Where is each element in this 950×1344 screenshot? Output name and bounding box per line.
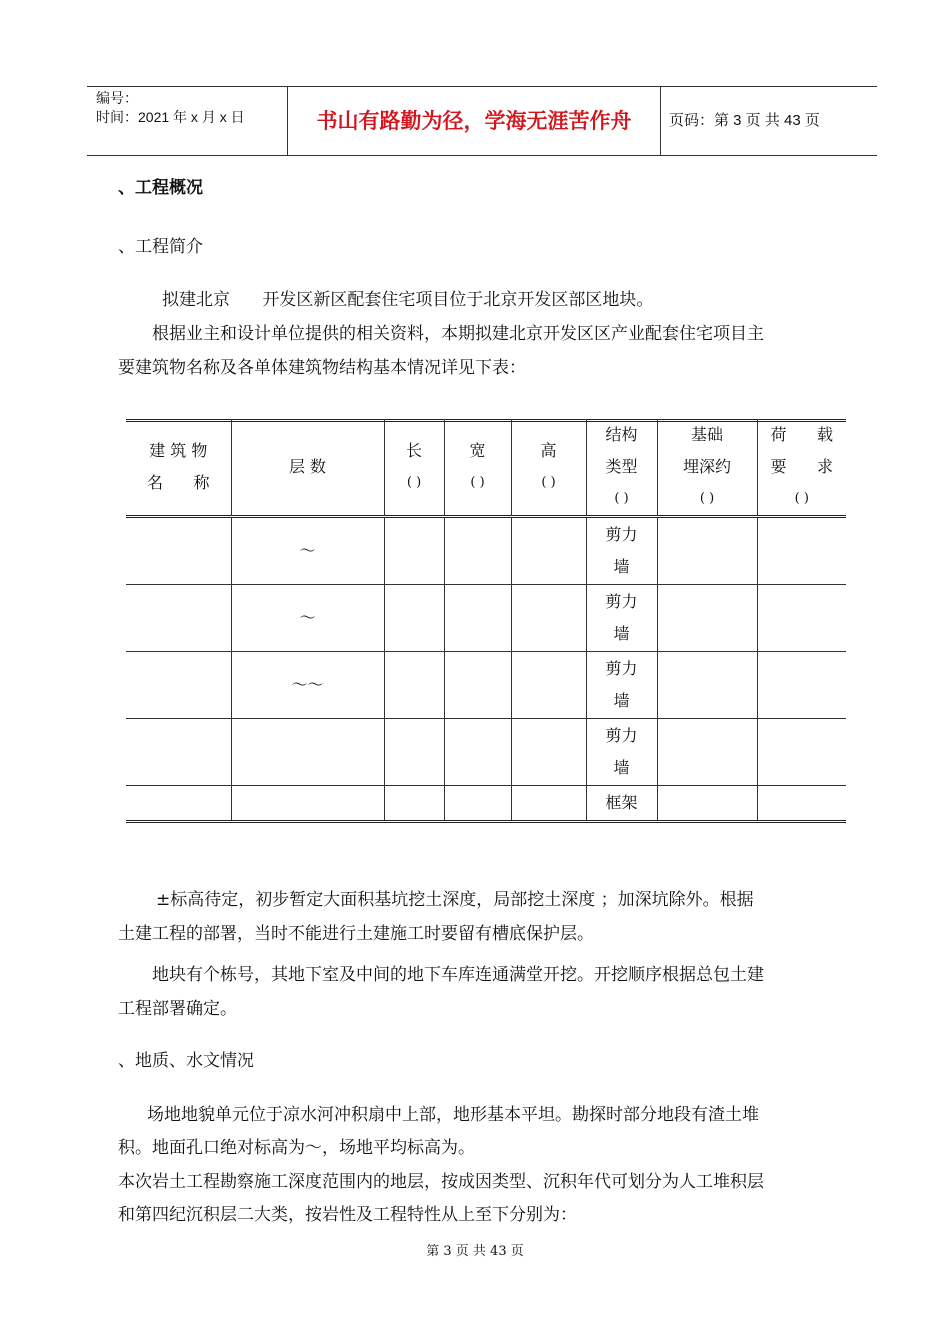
cell-structure: 剪力 墙 — [586, 517, 657, 585]
cell-load — [757, 786, 846, 822]
cell-width — [444, 517, 511, 585]
header-motto: 书山有路勤为径，学海无涯苦作舟 — [288, 87, 661, 155]
table-row — [126, 652, 846, 719]
cell-length — [384, 585, 444, 652]
header-meta — [87, 87, 288, 155]
cell-load — [757, 719, 846, 786]
header-page-number: 页码：第 3 页 共 43 页 — [669, 112, 820, 129]
cell-structure: 剪力 墙 — [586, 652, 657, 719]
cell-load — [757, 585, 846, 652]
paragraph-excavation-line1: ±标高待定，初步暂定大面积基坑挖土深度，局部挖土深度 ；加深坑除外。根据 — [156, 890, 754, 910]
col-header-name: 建 筑 物 名 称 — [126, 419, 231, 517]
cell-height — [511, 517, 586, 585]
paragraph-terrain-line2: 积。地面孔口绝对标高为～，场地平均标高为。 — [118, 1138, 475, 1158]
cell-length — [384, 652, 444, 719]
cell-structure: 剪力 墙 — [586, 585, 657, 652]
cell-floors: ～ — [231, 517, 384, 585]
paragraph-source-line1: 根据业主和设计单位提供的相关资料，本期拟建北京开发区区产业配套住宅项目主 — [152, 324, 764, 344]
col-header-height: 高 ( ) — [511, 419, 586, 517]
table-header-row — [126, 419, 846, 517]
cell-foundation-depth — [657, 786, 757, 822]
cell-width — [444, 719, 511, 786]
col-header-structure: 结构 类型 ( ) — [586, 419, 657, 517]
cell-name — [126, 652, 231, 719]
cell-load — [757, 517, 846, 585]
section-title-overview: 、工程概况 — [118, 178, 203, 198]
cell-height — [511, 585, 586, 652]
section-title-geology: 、地质、水文情况 — [118, 1051, 254, 1071]
cell-length — [384, 786, 444, 822]
cell-name — [126, 585, 231, 652]
cell-height — [511, 719, 586, 786]
section-title-intro: 、工程简介 — [118, 237, 203, 257]
cell-width — [444, 585, 511, 652]
col-header-foundation-depth: 基础 埋深约 ( ) — [657, 419, 757, 517]
cell-width — [444, 652, 511, 719]
col-header-length: 长 ( ) — [384, 419, 444, 517]
cell-structure: 框架 — [586, 786, 657, 822]
table-row — [126, 517, 846, 585]
cell-length — [384, 719, 444, 786]
paragraph-strata-line2: 和第四纪沉积层二大类，按岩性及工程特性从上至下分别为： — [118, 1205, 577, 1225]
doc-time-label: 时间：2021 年 x 月 x 日 — [96, 109, 245, 125]
cell-name — [126, 786, 231, 822]
col-header-width: 宽 ( ) — [444, 419, 511, 517]
cell-foundation-depth — [657, 517, 757, 585]
cell-floors — [231, 719, 384, 786]
paragraph-source-line2: 要建筑物名称及各单体建筑物结构基本情况详见下表： — [118, 358, 526, 378]
cell-name — [126, 719, 231, 786]
building-table — [126, 419, 846, 823]
cell-foundation-depth — [657, 652, 757, 719]
page-footer: 第 3 页 共 43 页 — [426, 1244, 524, 1259]
table-row — [126, 719, 846, 786]
cell-height — [511, 786, 586, 822]
table-row — [126, 786, 846, 822]
paragraph-strata-line1: 本次岩土工程勘察施工深度范围内的地层，按成因类型、沉积年代可划分为人工堆积层 — [118, 1172, 764, 1192]
cell-height — [511, 652, 586, 719]
cell-structure: 剪力 墙 — [586, 719, 657, 786]
cell-name — [126, 517, 231, 585]
col-header-load: 荷 载 要 求 ( ) — [757, 419, 846, 517]
cell-floors: ～～ — [231, 652, 384, 719]
cell-foundation-depth — [657, 719, 757, 786]
cell-length — [384, 517, 444, 585]
paragraph-excavation-line2: 土建工程的部署，当时不能进行土建施工时要留有槽底保护层。 — [118, 924, 594, 944]
cell-floors — [231, 786, 384, 822]
paragraph-location: 拟建北京 开发区新区配套住宅项目位于北京开发区部区地块。 — [162, 290, 654, 310]
cell-load — [757, 652, 846, 719]
doc-code-label: 编号： — [96, 90, 138, 106]
paragraph-plot-line2: 工程部署确定。 — [118, 999, 237, 1019]
cell-foundation-depth — [657, 585, 757, 652]
paragraph-plot-line1: 地块有个栋号，其地下室及中间的地下车库连通满堂开挖。开挖顺序根据总包土建 — [152, 965, 764, 985]
cell-floors: ～ — [231, 585, 384, 652]
cell-width — [444, 786, 511, 822]
paragraph-terrain-line1: 场地地貌单元位于凉水河冲积扇中上部，地形基本平坦。勘探时部分地段有渣土堆 — [147, 1105, 759, 1125]
page-header — [87, 86, 877, 156]
col-header-floors: 层 数 — [231, 419, 384, 517]
table-row — [126, 585, 846, 652]
